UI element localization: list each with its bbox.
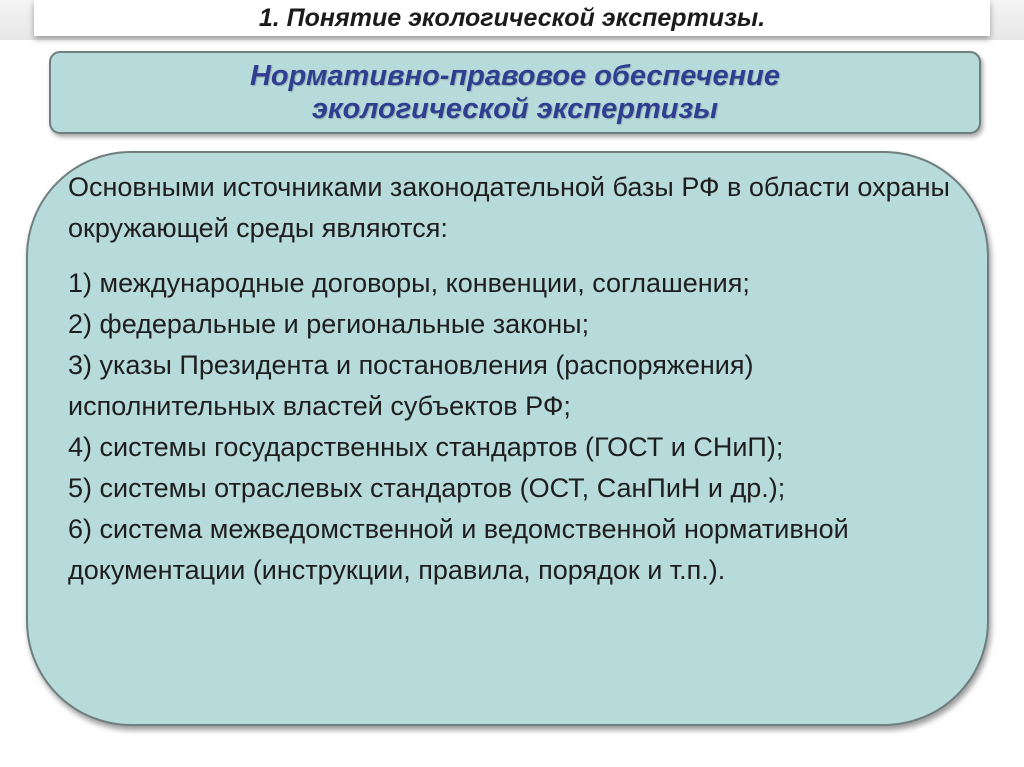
slide-title-number: 1.	[258, 3, 280, 32]
content-text	[68, 167, 958, 591]
list-item: 6) система межведомственной и ведомственной нормативной документации (инструкции, правила, порядок и т.п.).	[68, 514, 849, 585]
list-item: 1) международные договоры, конвенции, соглашения;	[68, 268, 750, 298]
top-title-box	[34, 0, 990, 36]
section-header-line-1: Нормативно-правовое обеспечение	[249, 59, 781, 92]
section-header-line-2: экологической экспертизы	[311, 92, 719, 125]
list-item: 5) системы отраслевых стандартов (ОСТ, СанПиН и др.);	[68, 473, 786, 503]
section-header-box	[49, 51, 981, 134]
slide-title-text: Понятие экологической экспертизы.	[286, 3, 766, 32]
intro-paragraph: Основными источниками законодательной базы РФ в области охраны окружающей среды являются:	[68, 172, 950, 243]
list-item: 2) федеральные и региональные законы;	[68, 309, 590, 339]
list-item: 3) указы Президента и постановления (распоряжения) исполнительных властей субъектов РФ;	[68, 350, 754, 421]
slide-title	[259, 4, 765, 33]
list-item: 4) системы государственных стандартов (ГОСТ и СНиП);	[68, 432, 784, 462]
content-box	[26, 151, 989, 726]
